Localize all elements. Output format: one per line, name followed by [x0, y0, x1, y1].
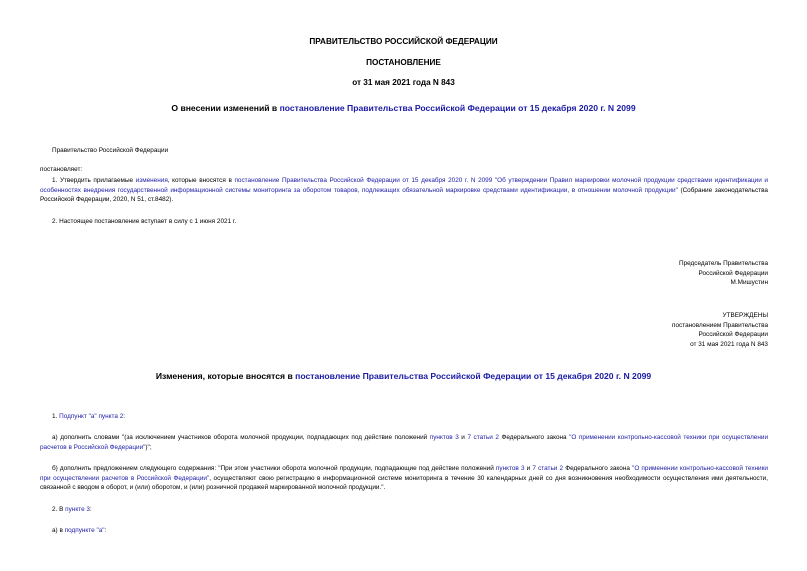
government-line: Правительство Российской Федерации — [52, 147, 169, 154]
change-1b-points-link[interactable]: пунктов 3 — [495, 465, 525, 472]
change-1-number: 1. — [52, 413, 60, 420]
approval-line-4: от 31 мая 2021 года N 843 — [690, 340, 768, 348]
change-1a-text-c: Федерального закона — [498, 434, 570, 441]
change-1b-law-link[interactable]: "О применении контрольно-кассовой техники при осуществлении расчетов в Российской Федерации" — [40, 465, 768, 482]
changes-title — [0, 371, 807, 382]
item-1-text-b: , которые вносятся в — [167, 177, 235, 184]
approval-line-2: постановлением Правительства — [672, 321, 768, 329]
signature-line-1: Председатель Правительства — [679, 260, 768, 267]
change-1b-paragraph — [40, 464, 768, 493]
item-1-text-c: (Собрание законодательства Российской Федерации, 2020, N 51, ст.8482). — [40, 186, 768, 203]
approval-line-3: Российской Федерации — [698, 331, 768, 338]
changes-title-link[interactable]: постановление Правительства Российской Федерации от 15 декабря 2020 г. N 2099 — [295, 371, 652, 381]
change-2-heading — [52, 505, 92, 515]
change-2-text-a: 2. В — [52, 506, 66, 513]
change-1b-article-link[interactable]: 7 статьи 2 — [532, 465, 564, 472]
item-1-changes-link[interactable]: изменения — [135, 177, 168, 184]
change-1b-text-c: Федерального закона — [563, 465, 633, 472]
decides-line: постановляет: — [40, 166, 83, 173]
document-title — [0, 103, 807, 114]
item-1-resolution-link[interactable]: постановление Правительства Российской Федерации от 15 декабря 2020 г. N 2099 "Об утверждении Правил маркировки молочной продукции средствами идентификации и особенностях внедрения государственной информационной системы мониторинга за оборотом товаров, подлежащих обязательной маркировке средствами идентификации, в отношении молочной продукции" — [40, 177, 768, 194]
document-title-link[interactable]: постановление Правительства Российской Федерации от 15 декабря 2020 г. N 2099 — [279, 103, 636, 113]
signature-block — [679, 259, 768, 288]
document-title-prefix: О внесении изменений в — [171, 103, 280, 113]
approval-line-1: УТВЕРЖДЕНЫ — [722, 312, 768, 319]
government-heading: ПРАВИТЕЛЬСТВО РОССИЙСКОЙ ФЕДЕРАЦИИ — [309, 37, 498, 46]
change-1a-law-link[interactable]: "О применении контрольно-кассовой техники при осуществлении расчетов в Российской Федерации" — [40, 434, 769, 451]
change-1-suffix: : — [123, 413, 126, 420]
item-1-paragraph — [40, 176, 768, 205]
item-2-paragraph: 2. Настоящее постановление вступает в силу с 1 июня 2021 г. — [52, 218, 237, 225]
change-1b-text-d: , осуществляют свою регистрацию в информационной системе мониторинга в течение 30 календарных дней со дня возникновения необходимости осуществления ими деятельности, связанной с вводом в оборот, и (или) оборотом, и (или) розничной продажей маркированной молочной продукции.". — [40, 474, 768, 491]
change-2a-text-a: а) в — [52, 527, 65, 534]
change-2-text-b: : — [89, 506, 92, 513]
document-type-heading: ПОСТАНОВЛЕНИЕ — [366, 58, 441, 67]
changes-title-prefix: Изменения, которые вносятся в — [155, 371, 296, 381]
change-1a-text-b: и — [458, 434, 468, 441]
change-1b-text-a: б) дополнить предложением следующего содержания: "При этом участники оборота молочной продукции, подпадающие под действие положений — [52, 465, 496, 472]
change-2a-text-b: : — [104, 527, 107, 534]
approval-block — [672, 311, 768, 349]
change-1a-text-d: )"; — [145, 443, 152, 451]
item-1-text-a: 1. Утвердить прилагаемые — [52, 177, 136, 184]
change-1a-paragraph — [40, 433, 768, 452]
document-date: от 31 мая 2021 года N 843 — [352, 78, 455, 87]
change-2-link[interactable]: пункте 3 — [65, 506, 90, 513]
change-1-link[interactable]: Подпункт "а" пункта 2 — [59, 413, 124, 420]
change-1a-article-link[interactable]: 7 статьи 2 — [467, 434, 499, 441]
signature-line-2: Российской Федерации — [698, 269, 768, 277]
change-1a-text-a: а) дополнить словами "(за исключением участников оборота молочной продукции, подпадающих под действие положений — [52, 434, 430, 441]
change-1a-points-link[interactable]: пунктов 3 — [429, 434, 459, 441]
signature-line-3: М.Мишустин — [730, 279, 768, 286]
change-2a-link[interactable]: подпункте "а" — [64, 527, 105, 534]
change-2a-heading — [52, 526, 106, 536]
change-1-heading — [52, 412, 125, 422]
change-1b-text-b: и — [524, 465, 533, 472]
